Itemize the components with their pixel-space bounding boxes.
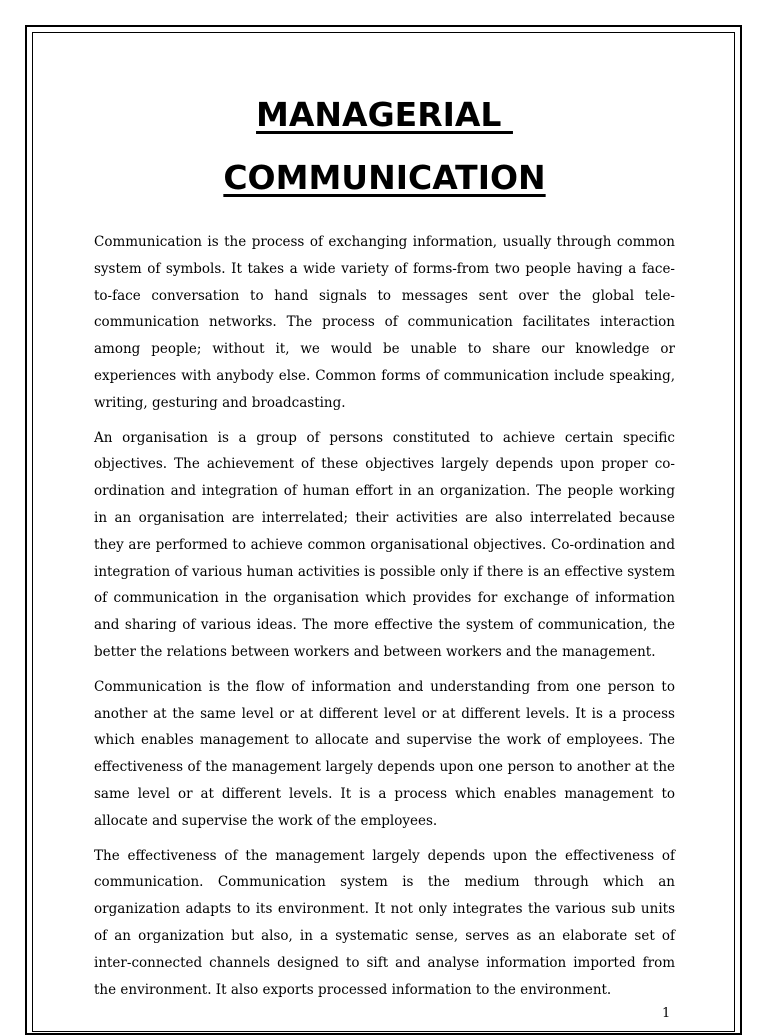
paragraph-1: Communication is the process of exchanging information, usually through common system of symbols. It takes a wide variety of forms-from two people having a face-to-face conversation to hand signals to messages sent over the global tele-communication networks. The process of communication facilitates interaction among people; without it, we would be unable to share our knowledge or experiences with anybody else. Common forms of communication include speaking, writing, gesturing and broadcasting.	[94, 234, 675, 411]
paragraph-4: The effectiveness of the management largely depends upon the effectiveness of communication. Communication system is the medium through which an organization adapts to its environment. It not only integrates the various sub units of an organization but also, in a systematic sense, serves as an elaborate set of inter-connected channels designed to sift and analyse information imported from the environment. It also exports processed information to the environment.	[94, 847, 675, 998]
paragraph-2: An organisation is a group of persons constituted to achieve certain specific objectives. The achievement of these objectives largely depends upon proper co-ordination and integration of human effort in an organization. The people working in an organisation are interrelated; their activities are also interrelated because they are performed to achieve common organisational objectives. Co-ordination and integration of various human activities is possible only if there is an effective system of communication in the organisation which provides for exchange of information and sharing of various ideas. The more effective the system of communication, the better the relations between workers and between workers and the management.	[94, 429, 675, 660]
page-number: 1	[662, 1006, 671, 1021]
paragraph-3: Communication is the flow of information and understanding from one person to another at the same level or at different level or at different levels. It is a process which enables management to allocate and supervise the work of employees. The effectiveness of the management largely depends upon one person to another at the same level or at different levels. It is a process which enables management to allocate and supervise the work of the employees.	[94, 678, 675, 829]
page-title-line-2	[94, 158, 675, 198]
title-text-1: MANAGERIAL	[256, 95, 513, 134]
page-title-line-1	[94, 95, 675, 135]
title-text-2: COMMUNICATION	[223, 158, 546, 197]
body-text	[94, 229, 675, 1011]
